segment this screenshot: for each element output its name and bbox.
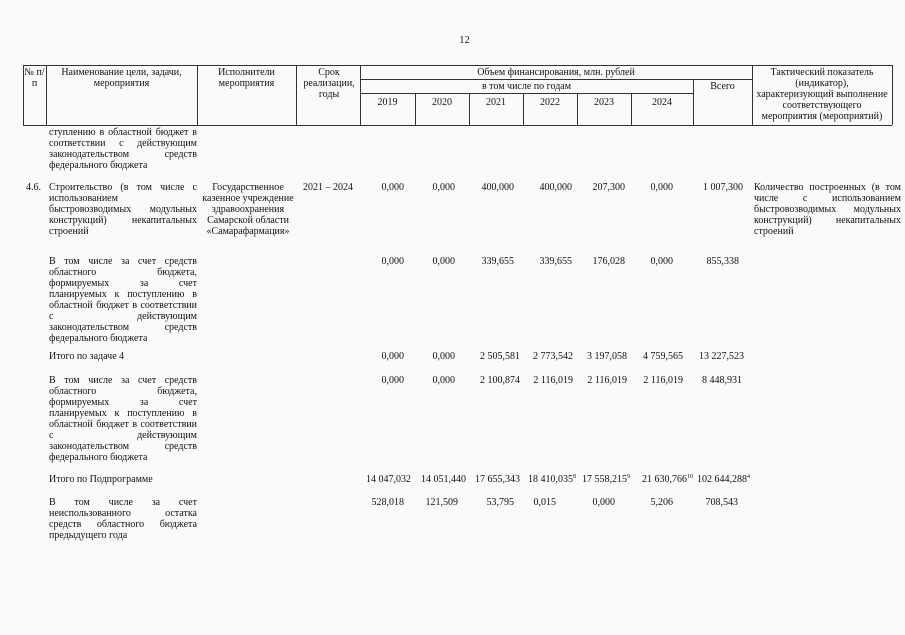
- row-name: В том числе за счет средств областного бюджета, формируемых за счет планируемых к поступлению в областной бюджет в соответствии с действующим законодательством средств федерального бюджета: [49, 375, 197, 463]
- value-cell: 2 116,019: [587, 375, 627, 386]
- col-border: [892, 65, 893, 125]
- footnote-mark: 10: [687, 474, 693, 480]
- footnote-mark: 8: [573, 474, 576, 480]
- value-cell: 176,028: [592, 256, 625, 267]
- value-cell: 4 759,565: [643, 351, 683, 362]
- value-cell: 2 116,019: [533, 375, 573, 386]
- row-exec: Государственное казенное учреждение здравоохранения Самарской области «Самарафармация»: [202, 182, 294, 237]
- value-cell: 0,000: [381, 182, 404, 193]
- value-cell: 339,655: [539, 256, 572, 267]
- value-cell: 2 773,542: [533, 351, 573, 362]
- col-border: [46, 65, 47, 125]
- table-top-border: [23, 65, 892, 66]
- header-term: Срок реализации, годы: [303, 67, 355, 100]
- value-cell: 5,206: [650, 497, 673, 508]
- value-cell: 2 116,019: [643, 375, 683, 386]
- header-name: Наименование цели, задачи, мероприятия: [61, 67, 182, 89]
- row-name: В том числе за счет средств областного бюджета, формируемых за счет планируемых к поступлению в областной бюджет в соответствии с действующим законодательством средств федерального бюджета: [49, 256, 197, 344]
- total-cell: 1 007,300: [703, 182, 743, 193]
- header-year: 2024: [652, 97, 672, 108]
- header-funding: Объем финансирования, млн. рублей: [477, 67, 635, 78]
- total-cell: 855,338: [706, 256, 739, 267]
- value-cell: 0,000: [432, 375, 455, 386]
- years-divider: [360, 93, 693, 94]
- header-bottom-border: [23, 125, 892, 126]
- row-name: Итого по Подпрограмме: [49, 474, 153, 485]
- value-cell: 400,000: [539, 182, 572, 193]
- value-cell: 2 505,581: [480, 351, 520, 362]
- value-cell: 339,655: [481, 256, 514, 267]
- header-year: 2019: [377, 97, 398, 108]
- header-by-years: в том числе по годам: [481, 81, 572, 92]
- total-cell: 102 644,288$^4$: [697, 474, 750, 485]
- header-year: 2022: [540, 97, 560, 108]
- value-cell: 400,000: [481, 182, 514, 193]
- value-cell: 0,000: [592, 497, 615, 508]
- footnote-mark: 9: [627, 474, 630, 480]
- row-name: ступлению в областной бюджет в соответствии с действующим законодательством средств федерального бюджета: [49, 127, 197, 171]
- value-cell: 0,000: [432, 351, 455, 362]
- value-cell: 0,015: [533, 497, 556, 508]
- value-cell: 17 558,215$^9$: [582, 474, 630, 485]
- value-cell: 528,018: [371, 497, 404, 508]
- row-name: Строительство (в том числе с использованием быстровозводимых модульных конструкций) некапитальных строений: [49, 182, 197, 237]
- value-cell: 18 410,035$^8$: [528, 474, 576, 485]
- value-cell: 3 197,058: [587, 351, 627, 362]
- value-cell: 0,000: [381, 375, 404, 386]
- value-cell: 0,000: [650, 182, 673, 193]
- page-number: 12: [459, 35, 470, 46]
- row-name: В том числе за счет неиспользованного остатка средств областного бюджета предыдущего года: [49, 497, 197, 541]
- value-cell: 0,000: [381, 351, 404, 362]
- value-cell: 53,795: [486, 497, 514, 508]
- header-exec: Исполнители мероприятия: [218, 67, 275, 89]
- total-cell: 13 227,523: [699, 351, 744, 362]
- row-name: Итого по задаче 4: [49, 351, 125, 362]
- header-num: № п/п: [24, 67, 45, 89]
- value-cell: 2 100,874: [480, 375, 520, 386]
- value-cell: 121,509: [425, 497, 458, 508]
- header-year: 2020: [432, 97, 452, 108]
- value-cell: 14 051,440: [421, 474, 466, 485]
- footnote-mark: 4: [747, 474, 750, 480]
- value-cell: 0,000: [381, 256, 404, 267]
- value-cell: 14 047,032: [366, 474, 411, 485]
- total-cell: 8 448,931: [702, 375, 742, 386]
- value-cell: 0,000: [650, 256, 673, 267]
- col-border: [296, 65, 297, 125]
- header-total: Всего: [710, 81, 735, 92]
- row-term: 2021 – 2024: [303, 182, 353, 193]
- total-cell: 708,543: [705, 497, 738, 508]
- col-border: [752, 65, 753, 125]
- value-cell: 21 630,766$^{10}$: [642, 474, 693, 485]
- col-border: [197, 65, 198, 125]
- header-year: 2021: [486, 97, 506, 108]
- row-indicator: Количество построенных (в том числе с использованием быстровозводимых модульных конструкций) некапитальных строений: [754, 182, 901, 237]
- header-year: 2023: [594, 97, 614, 108]
- value-cell: 17 655,343: [475, 474, 520, 485]
- value-cell: 207,300: [592, 182, 625, 193]
- header-indicator: Тактический показатель (индикатор), характеризующий выполнение соответствующего мероприятия (мероприятий): [756, 67, 888, 122]
- value-cell: 0,000: [432, 182, 455, 193]
- value-cell: 0,000: [432, 256, 455, 267]
- row-num: 4.6.: [26, 182, 41, 193]
